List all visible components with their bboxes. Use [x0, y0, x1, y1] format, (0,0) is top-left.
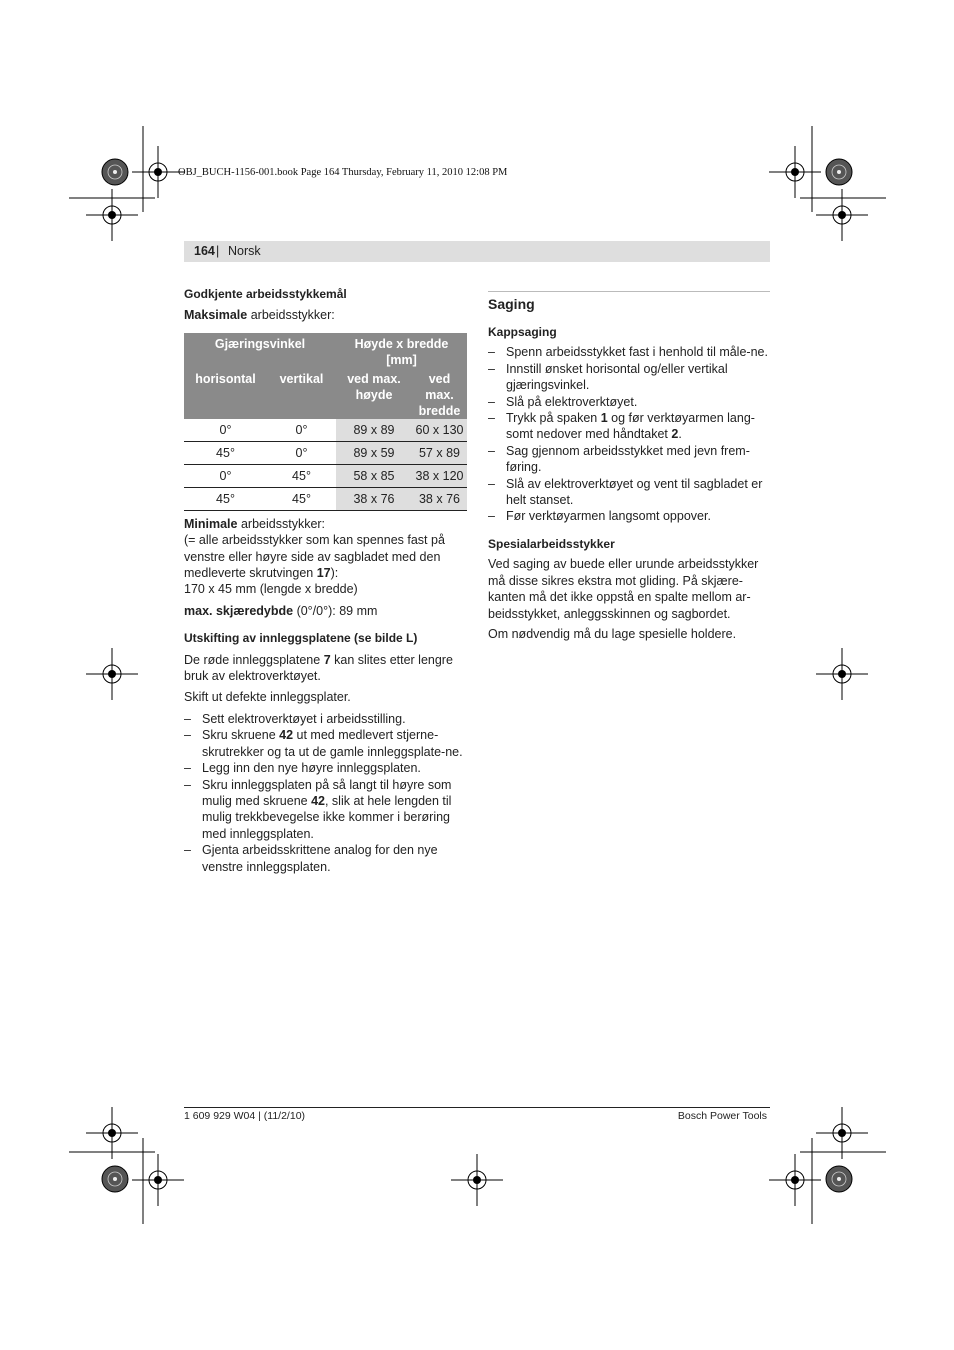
page-number: 164 [194, 244, 215, 258]
print-info: OBJ_BUCH-1156-001.book Page 164 Thursday, February 11, 2010 12:08 PM [178, 167, 508, 178]
page-header [184, 241, 770, 262]
paragraph: Om nødvendig må du lage spesielle holdere. [488, 626, 737, 641]
min-size: 170 x 45 mm (lengde x bredde) [184, 582, 358, 597]
list-item: – Spenn arbeidsstykket fast i henhold til måle-ne. [488, 344, 770, 360]
list-item: – Før verktøyarmen langsomt oppover. [488, 508, 770, 524]
list-item: – Skru innleggsplaten på så langt til høyre som mulig med skruene 42, slik at hele lengden til mulig trekkbevegelse ikke kommer i berøring med innleggsplaten. [184, 777, 467, 843]
table-row: 45° 45° 38 x 76 38 x 76 [184, 487, 467, 510]
footer-rule [184, 1107, 770, 1108]
cut-depth: max. skjæredybde (0°/0°): 89 mm [184, 603, 378, 618]
left-column [184, 286, 467, 875]
list-item: – Slå på elektroverktøyet. [488, 394, 770, 410]
table-header-row: Gjæringsvinkel Høyde x bredde [mm] [184, 333, 467, 371]
section-title: Saging [488, 296, 535, 312]
list-item: – Slå av elektroverktøyet og vent til sagbladet er helt stanset. [488, 476, 770, 509]
section-heading: Godkjente arbeidsstykkemål [184, 287, 347, 301]
subsection-heading: Kappsaging [488, 325, 557, 339]
subsection-heading: Spesialarbeidsstykker [488, 536, 615, 551]
paragraph: Skift ut defekte innleggsplater. [184, 690, 351, 705]
list-item: – Trykk på spaken 1 og før verktøyarmen lang-somt nedover med håndtaket 2. [488, 410, 770, 443]
section-rule [488, 291, 770, 292]
step-list [184, 711, 467, 875]
table-row: 0° 45° 58 x 85 38 x 120 [184, 464, 467, 487]
table-subheader-row: horisontal vertikal ved max. høyde ved max. bredde [184, 371, 467, 419]
list-item: – Sett elektroverktøyet i arbeidsstilling. [184, 711, 467, 727]
list-item: – Sag gjennom arbeidsstykket med jevn frem-føring. [488, 443, 770, 476]
max-label: Maksimale arbeidsstykker: [184, 308, 335, 323]
paragraph: Ved saging av buede eller urunde arbeidsstykker må disse sikres ekstra mot gliding. På skjære-kanten må det ikke oppstå en spalte mellom ar-beidsstykket, anleggsskinnen og sagbordet. [488, 557, 759, 621]
footer-brand: Bosch Power Tools [677, 1110, 767, 1122]
table-row: 45° 0° 89 x 59 57 x 89 [184, 441, 467, 464]
table-row: 0° 0° 89 x 89 60 x 130 [184, 419, 467, 442]
step-list [488, 344, 770, 524]
min-description: (= alle arbeidsstykker som kan spennes fast på venstre eller høyre side av sagbladet med den medleverte skrutvingen 17): [184, 533, 445, 581]
list-item: – Skru skruene 42 ut med medlevert stjerne-skrutrekker og ta ut de gamle innleggsplate-ne. [184, 727, 467, 760]
list-item: – Legg inn den nye høyre innleggsplaten. [184, 760, 467, 776]
list-item: – Innstill ønsket horisontal og/eller vertikal gjæringsvinkel. [488, 361, 770, 394]
footer-code: 1 609 929 W04 | (11/2/10) [184, 1110, 306, 1122]
list-item: – Gjenta arbeidsskrittene analog for den nye venstre innleggsplaten. [184, 842, 467, 875]
right-column [488, 295, 770, 642]
section-heading: Utskifting av innleggsplatene (se bilde L) [184, 631, 418, 646]
header-language: Norsk [228, 244, 261, 258]
header-separator: | [216, 244, 220, 258]
min-label: Minimale arbeidsstykker: [184, 516, 326, 531]
paragraph: De røde innleggsplatene 7 kan slites etter lengre bruk av elektroverktøyet. [184, 652, 453, 684]
dimensions-table [184, 333, 467, 511]
